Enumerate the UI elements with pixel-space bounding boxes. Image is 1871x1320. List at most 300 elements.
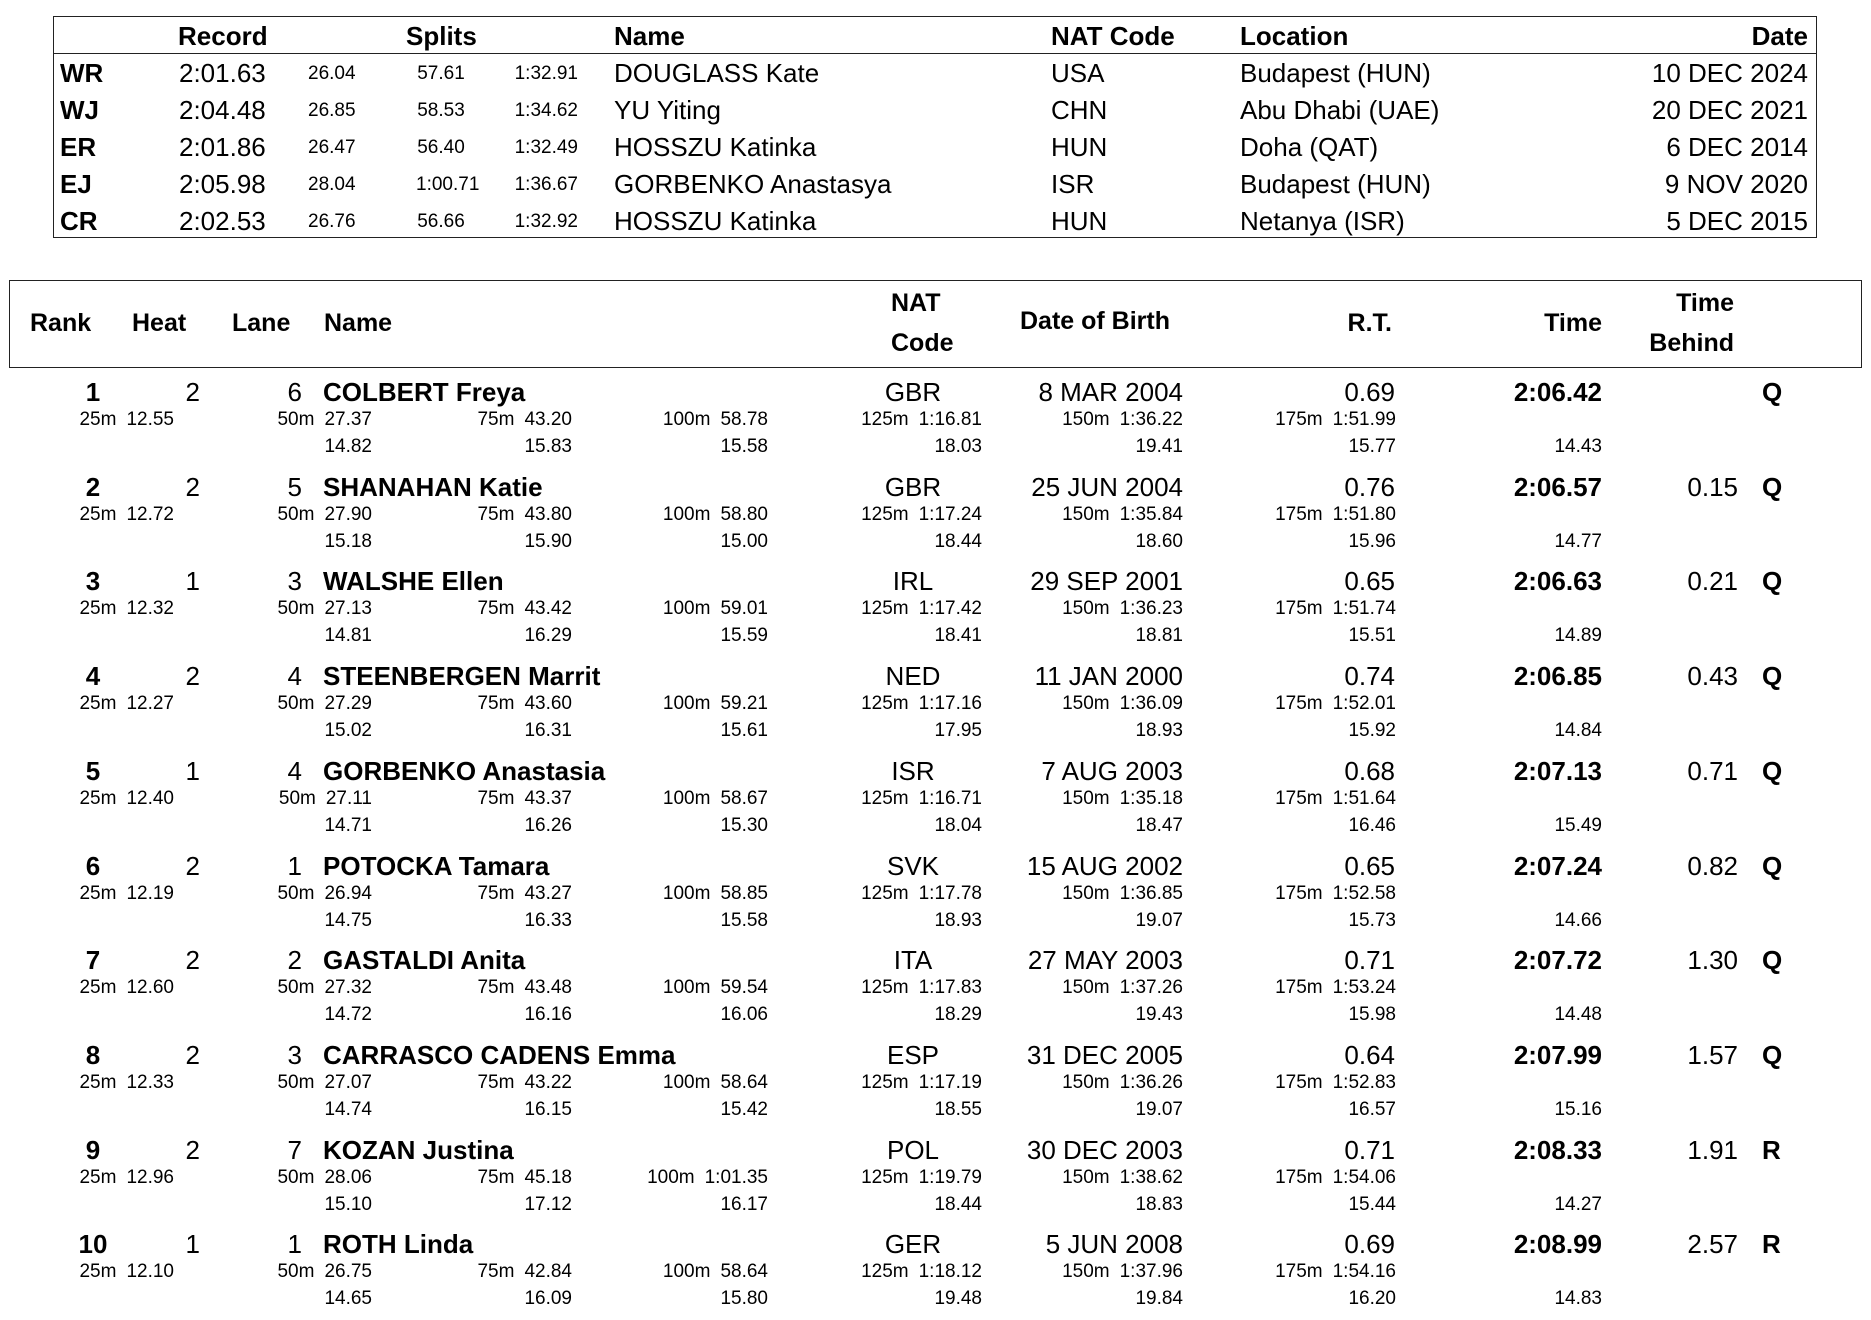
split-distance: 25m — [79, 503, 117, 525]
split-cumulative-value: 12.40 — [126, 787, 174, 809]
split-cumulative-value: 1:36.22 — [1119, 409, 1183, 430]
split-cumulative-value: 1:51.99 — [1332, 409, 1396, 430]
split-lap: 14.89 — [1554, 625, 1602, 647]
split-lap: 14.43 — [1554, 436, 1602, 457]
split-distance: 50m — [277, 598, 315, 620]
split-cumulative — [277, 597, 372, 621]
record-split-150: 1:32.49 — [514, 137, 578, 158]
split-distance: 125m — [861, 1166, 909, 1188]
split-distance: 150m — [1062, 882, 1110, 904]
split-distance: 125m — [861, 882, 909, 904]
split-cumulative-value: 1:52.83 — [1332, 1071, 1396, 1093]
heat: 1 — [185, 755, 200, 786]
split-cumulative — [79, 408, 174, 432]
split-lap: 18.83 — [1135, 1193, 1183, 1215]
split-lap: 15.59 — [720, 625, 768, 647]
record-row — [54, 55, 1816, 92]
split-lap: 14.84 — [1554, 720, 1602, 742]
split-lap: 15.98 — [1348, 1004, 1396, 1026]
split-cumulative-value: 27.29 — [324, 693, 372, 715]
split-lap: 15.77 — [1348, 436, 1396, 457]
qualification-mark: Q — [1762, 377, 1783, 407]
split-cumulative — [1062, 503, 1183, 527]
split-cumulative — [1275, 976, 1396, 1000]
split-cumulative-value: 58.64 — [720, 1261, 768, 1283]
split-cumulative-value: 1:51.74 — [1332, 598, 1396, 620]
lane: 6 — [287, 377, 302, 407]
reaction-time: 0.71 — [1344, 1134, 1395, 1165]
final-time: 2:07.13 — [1513, 755, 1602, 786]
split-cumulative-value: 1:53.24 — [1332, 977, 1396, 999]
final-time: 2:06.63 — [1513, 566, 1602, 597]
split-distance: 50m — [277, 503, 315, 525]
split-lap: 18.44 — [934, 1193, 982, 1215]
records-header-nat: NAT Code — [1051, 21, 1175, 51]
split-cumulative-value: 43.80 — [524, 503, 572, 525]
split-cumulative — [477, 692, 572, 716]
split-cumulative — [277, 1260, 372, 1284]
split-lap: 16.26 — [524, 814, 572, 836]
split-cumulative-value: 1:36.23 — [1119, 598, 1183, 620]
split-distance: 100m — [662, 693, 711, 715]
split-cumulative — [1275, 1166, 1396, 1190]
date-of-birth: 15 AUG 2002 — [1026, 850, 1183, 881]
split-lap: 18.44 — [934, 530, 982, 552]
split-cumulative — [647, 1166, 768, 1190]
qualification-mark: Q — [1762, 566, 1783, 597]
record-split-50: 28.04 — [308, 174, 356, 195]
header-behind-line1: Time — [1676, 289, 1734, 317]
time-behind: 0.71 — [1687, 755, 1738, 786]
split-cumulative-value: 59.01 — [720, 598, 768, 620]
header-rank: Rank — [30, 309, 92, 337]
split-cumulative-value: 1:16.71 — [918, 787, 982, 809]
split-distance: 50m — [277, 693, 315, 715]
lane: 3 — [287, 566, 302, 597]
rank: 2 — [85, 471, 101, 502]
record-location: Budapest (HUN) — [1240, 169, 1431, 199]
split-lap: 15.49 — [1554, 814, 1602, 836]
result-row — [0, 1132, 1871, 1226]
split-distance: 75m — [477, 1261, 515, 1283]
split-distance: 75m — [477, 503, 515, 525]
split-cumulative-value: 1:36.09 — [1119, 693, 1183, 715]
final-time: 2:08.33 — [1513, 1134, 1602, 1165]
split-lap: 18.93 — [1135, 720, 1183, 742]
rank: 10 — [78, 1229, 108, 1260]
split-cumulative — [663, 882, 768, 906]
split-distance: 75m — [477, 598, 515, 620]
split-cumulative — [663, 976, 768, 1000]
records-header-splits: Splits — [406, 21, 477, 51]
split-cumulative — [1062, 597, 1183, 621]
lane: 3 — [287, 1039, 302, 1070]
split-distance: 150m — [1062, 409, 1110, 430]
reaction-time: 0.69 — [1344, 377, 1395, 407]
rank: 9 — [85, 1134, 101, 1165]
split-cumulative-value: 1:37.96 — [1119, 1261, 1183, 1283]
heat: 2 — [185, 471, 200, 502]
record-type: ER — [60, 132, 97, 162]
split-lap: 14.66 — [1554, 909, 1602, 931]
split-cumulative-value: 26.75 — [324, 1261, 372, 1283]
split-distance: 50m — [277, 1071, 315, 1093]
split-lap: 14.83 — [1554, 1288, 1602, 1310]
split-cumulative-value: 12.72 — [126, 503, 174, 525]
record-row — [54, 203, 1816, 240]
split-cumulative — [79, 787, 174, 811]
split-distance: 125m — [861, 977, 909, 999]
split-distance: 175m — [1275, 787, 1323, 809]
split-lap: 15.02 — [324, 720, 372, 742]
split-cumulative — [861, 503, 982, 527]
split-distance: 150m — [1062, 598, 1110, 620]
split-cumulative — [1062, 1071, 1183, 1095]
split-lap: 15.10 — [324, 1193, 372, 1215]
split-cumulative-value: 12.96 — [126, 1166, 174, 1188]
split-lap: 16.17 — [720, 1193, 768, 1215]
split-distance: 25m — [79, 409, 117, 430]
split-distance: 150m — [1062, 503, 1110, 525]
split-cumulative — [861, 976, 982, 1000]
record-holder: YU Yiting — [614, 95, 721, 125]
split-cumulative-value: 45.18 — [524, 1166, 572, 1188]
split-cumulative — [79, 1071, 174, 1095]
split-lap: 15.58 — [720, 909, 768, 931]
split-lap: 19.07 — [1135, 909, 1183, 931]
record-time: 2:04.48 — [179, 95, 266, 125]
athlete-name: ROTH Linda — [323, 1229, 474, 1260]
qualification-mark: Q — [1762, 1039, 1783, 1070]
split-distance: 125m — [861, 409, 909, 430]
split-cumulative — [861, 408, 982, 432]
athlete-name: COLBERT Freya — [323, 377, 526, 407]
split-cumulative-value: 1:18.12 — [918, 1261, 982, 1283]
split-distance: 50m — [278, 787, 316, 809]
header-time: Time — [1544, 309, 1602, 337]
record-split-50: 26.47 — [308, 137, 356, 158]
record-location: Doha (QAT) — [1240, 132, 1379, 162]
split-cumulative-value: 43.20 — [524, 409, 572, 430]
split-cumulative-value: 27.37 — [324, 409, 372, 430]
header-nat-line1: NAT — [891, 289, 941, 317]
header-rt: R.T. — [1347, 309, 1392, 337]
split-lap: 16.16 — [524, 1004, 572, 1026]
split-lap: 16.33 — [524, 909, 572, 931]
split-distance: 100m — [647, 1166, 695, 1188]
split-cumulative-value: 1:52.58 — [1332, 882, 1396, 904]
final-time: 2:06.42 — [1513, 377, 1602, 407]
split-distance: 25m — [79, 882, 117, 904]
heat: 2 — [185, 377, 200, 407]
split-cumulative-value: 12.32 — [126, 598, 174, 620]
split-cumulative-value: 1:17.16 — [918, 693, 982, 715]
split-lap: 15.30 — [720, 814, 768, 836]
split-lap: 15.92 — [1348, 720, 1396, 742]
split-cumulative-value: 27.07 — [324, 1071, 372, 1093]
split-cumulative-value: 1:36.26 — [1119, 1071, 1183, 1093]
split-cumulative — [1275, 1071, 1396, 1095]
date-of-birth: 31 DEC 2005 — [1026, 1039, 1183, 1070]
record-split-150: 1:36.67 — [514, 174, 578, 195]
split-distance: 25m — [79, 1166, 117, 1188]
qualification-mark: Q — [1762, 661, 1783, 692]
split-lap: 18.03 — [934, 436, 982, 457]
athlete-name: GORBENKO Anastasia — [323, 755, 606, 786]
split-lap: 15.96 — [1348, 530, 1396, 552]
header-dob: Date of Birth — [1020, 307, 1170, 335]
record-date: 9 NOV 2020 — [1664, 169, 1808, 199]
record-row — [54, 166, 1816, 203]
record-row — [54, 92, 1816, 129]
nat-code: IRL — [892, 566, 934, 597]
qualification-mark: Q — [1762, 945, 1783, 976]
record-split-100: 56.66 — [417, 211, 465, 232]
record-split-150: 1:34.62 — [514, 100, 578, 121]
split-cumulative — [1062, 1260, 1183, 1284]
qualification-mark: R — [1762, 1134, 1781, 1165]
split-cumulative-value: 43.48 — [524, 977, 572, 999]
split-lap: 14.74 — [324, 1098, 372, 1120]
time-behind: 1.91 — [1687, 1134, 1738, 1165]
split-distance: 25m — [79, 787, 117, 809]
reaction-time: 0.76 — [1344, 471, 1395, 502]
split-lap: 18.55 — [934, 1098, 982, 1120]
split-cumulative-value: 12.55 — [126, 409, 174, 430]
result-row — [0, 374, 1871, 468]
split-cumulative — [663, 1071, 768, 1095]
split-distance: 25m — [79, 693, 117, 715]
rank: 4 — [85, 661, 101, 692]
split-distance: 75m — [477, 787, 515, 809]
split-lap: 19.43 — [1135, 1004, 1183, 1026]
split-distance: 100m — [662, 977, 711, 999]
time-behind: 2.57 — [1687, 1229, 1738, 1260]
split-lap: 14.72 — [324, 1004, 372, 1026]
split-cumulative — [277, 1071, 372, 1095]
split-distance: 150m — [1062, 693, 1110, 715]
result-row — [0, 942, 1871, 1036]
final-time: 2:06.57 — [1513, 471, 1602, 502]
record-nat: HUN — [1051, 132, 1108, 162]
split-lap: 14.82 — [324, 436, 372, 457]
split-cumulative — [477, 976, 572, 1000]
split-distance: 175m — [1275, 1261, 1323, 1283]
split-cumulative — [861, 692, 982, 716]
split-cumulative — [861, 1260, 982, 1284]
split-distance: 50m — [277, 977, 315, 999]
split-lap: 15.83 — [524, 436, 572, 457]
lane: 2 — [287, 945, 302, 976]
athlete-name: POTOCKA Tamara — [323, 850, 550, 881]
record-date: 5 DEC 2015 — [1666, 206, 1808, 236]
split-lap: 14.77 — [1554, 530, 1602, 552]
split-cumulative — [1062, 976, 1183, 1000]
split-distance: 150m — [1062, 977, 1110, 999]
split-lap: 14.81 — [324, 625, 372, 647]
split-distance: 125m — [861, 693, 909, 715]
result-row — [0, 753, 1871, 847]
header-heat: Heat — [132, 309, 187, 337]
lane: 1 — [287, 850, 302, 881]
nat-code: GBR — [884, 377, 942, 407]
split-lap: 18.81 — [1135, 625, 1183, 647]
split-cumulative — [477, 787, 572, 811]
split-distance: 125m — [861, 503, 909, 525]
split-cumulative — [861, 597, 982, 621]
split-cumulative-value: 58.67 — [720, 787, 768, 809]
split-lap: 16.31 — [524, 720, 572, 742]
heat: 2 — [185, 1039, 200, 1070]
split-cumulative-value: 12.27 — [126, 693, 174, 715]
split-cumulative — [1275, 692, 1396, 716]
split-cumulative — [79, 882, 174, 906]
split-lap: 16.29 — [524, 625, 572, 647]
split-cumulative — [1062, 692, 1183, 716]
lane: 7 — [287, 1134, 302, 1165]
split-cumulative — [663, 692, 768, 716]
split-cumulative-value: 59.21 — [720, 693, 768, 715]
date-of-birth: 30 DEC 2003 — [1026, 1134, 1183, 1165]
split-cumulative-value: 12.19 — [126, 882, 174, 904]
heat: 1 — [185, 1229, 200, 1260]
split-cumulative — [279, 787, 372, 811]
split-cumulative — [277, 692, 372, 716]
split-cumulative-value: 43.42 — [524, 598, 572, 620]
split-lap: 15.51 — [1348, 625, 1396, 647]
split-cumulative-value: 27.13 — [324, 598, 372, 620]
split-cumulative-value: 1:17.78 — [918, 882, 982, 904]
split-cumulative-value: 59.54 — [720, 977, 768, 999]
split-distance: 175m — [1275, 503, 1323, 525]
split-cumulative-value: 1:36.85 — [1119, 882, 1183, 904]
date-of-birth: 5 JUN 2008 — [1045, 1229, 1183, 1260]
athlete-name: GASTALDI Anita — [323, 945, 526, 976]
split-cumulative — [1275, 503, 1396, 527]
split-distance: 150m — [1062, 1071, 1110, 1093]
nat-code: ESP — [886, 1039, 940, 1070]
split-cumulative — [861, 1071, 982, 1095]
final-time: 2:07.99 — [1513, 1039, 1602, 1070]
split-distance: 100m — [662, 1261, 711, 1283]
split-lap: 16.46 — [1348, 814, 1396, 836]
athlete-name: STEENBERGEN Marrit — [323, 661, 601, 692]
split-distance: 175m — [1275, 882, 1323, 904]
split-distance: 175m — [1275, 409, 1323, 430]
split-distance: 75m — [477, 693, 515, 715]
result-row — [0, 563, 1871, 657]
nat-code: SVK — [886, 850, 940, 881]
result-row — [0, 658, 1871, 752]
time-behind: 1.57 — [1687, 1039, 1738, 1070]
split-distance: 25m — [79, 598, 117, 620]
split-lap: 19.48 — [934, 1288, 982, 1310]
split-lap: 16.15 — [524, 1098, 572, 1120]
split-lap: 16.57 — [1348, 1098, 1396, 1120]
split-distance: 100m — [662, 787, 711, 809]
split-lap: 14.65 — [324, 1288, 372, 1310]
result-row — [0, 469, 1871, 563]
date-of-birth: 29 SEP 2001 — [1030, 566, 1183, 597]
split-distance: 175m — [1275, 1071, 1323, 1093]
record-holder: DOUGLASS Kate — [614, 58, 820, 88]
split-cumulative — [277, 503, 372, 527]
split-cumulative — [861, 1166, 982, 1190]
athlete-name: WALSHE Ellen — [323, 566, 504, 597]
record-split-100: 58.53 — [417, 100, 465, 121]
record-nat: CHN — [1051, 95, 1108, 125]
split-cumulative-value: 58.78 — [720, 409, 768, 430]
split-lap: 14.71 — [324, 814, 372, 836]
qualification-mark: Q — [1762, 471, 1783, 502]
split-lap: 19.41 — [1135, 436, 1183, 457]
qualification-mark: R — [1762, 1229, 1781, 1260]
reaction-time: 0.65 — [1344, 566, 1395, 597]
split-distance: 75m — [477, 1071, 515, 1093]
split-lap: 15.44 — [1348, 1193, 1396, 1215]
split-lap: 15.73 — [1348, 909, 1396, 931]
record-holder: GORBENKO Anastasya — [614, 169, 892, 199]
record-type: CR — [60, 206, 98, 236]
record-location: Budapest (HUN) — [1240, 58, 1431, 88]
split-distance: 100m — [662, 503, 711, 525]
final-time: 2:08.99 — [1513, 1229, 1602, 1260]
split-lap: 15.58 — [720, 436, 768, 457]
split-distance: 150m — [1062, 1166, 1110, 1188]
record-split-50: 26.04 — [308, 63, 356, 84]
split-distance: 100m — [662, 409, 711, 430]
split-cumulative — [79, 1166, 174, 1190]
split-cumulative-value: 1:19.79 — [918, 1166, 982, 1188]
split-cumulative — [861, 882, 982, 906]
split-distance: 175m — [1275, 598, 1323, 620]
record-row — [54, 129, 1816, 166]
split-cumulative — [277, 408, 372, 432]
split-distance: 100m — [662, 598, 711, 620]
split-cumulative — [1062, 408, 1183, 432]
split-cumulative-value: 1:17.19 — [918, 1071, 982, 1093]
record-nat: USA — [1051, 58, 1105, 88]
split-cumulative-value: 27.32 — [324, 977, 372, 999]
split-distance: 25m — [79, 1071, 117, 1093]
split-cumulative-value: 12.33 — [126, 1071, 174, 1093]
record-holder: HOSSZU Katinka — [614, 132, 817, 162]
result-row — [0, 1226, 1871, 1320]
rank: 7 — [85, 945, 101, 976]
split-lap: 18.60 — [1135, 530, 1183, 552]
split-lap: 16.09 — [524, 1288, 572, 1310]
date-of-birth: 25 JUN 2004 — [1031, 471, 1183, 502]
split-cumulative — [79, 976, 174, 1000]
split-cumulative — [277, 882, 372, 906]
records-header-location: Location — [1240, 21, 1349, 51]
split-cumulative — [663, 597, 768, 621]
split-cumulative — [79, 503, 174, 527]
split-cumulative — [79, 692, 174, 716]
split-cumulative-value: 43.22 — [524, 1071, 572, 1093]
time-behind: 0.43 — [1687, 661, 1738, 692]
split-lap: 17.95 — [934, 720, 982, 742]
athlete-name: CARRASCO CADENS Emma — [323, 1039, 676, 1070]
split-cumulative-value: 1:52.01 — [1332, 693, 1396, 715]
split-cumulative — [1275, 1260, 1396, 1284]
split-cumulative-value: 43.60 — [524, 693, 572, 715]
split-cumulative-value: 1:51.64 — [1332, 787, 1396, 809]
split-lap: 16.06 — [720, 1004, 768, 1026]
split-cumulative-value: 28.06 — [324, 1166, 372, 1188]
date-of-birth: 7 AUG 2003 — [1041, 755, 1183, 786]
record-split-150: 1:32.92 — [514, 211, 578, 232]
